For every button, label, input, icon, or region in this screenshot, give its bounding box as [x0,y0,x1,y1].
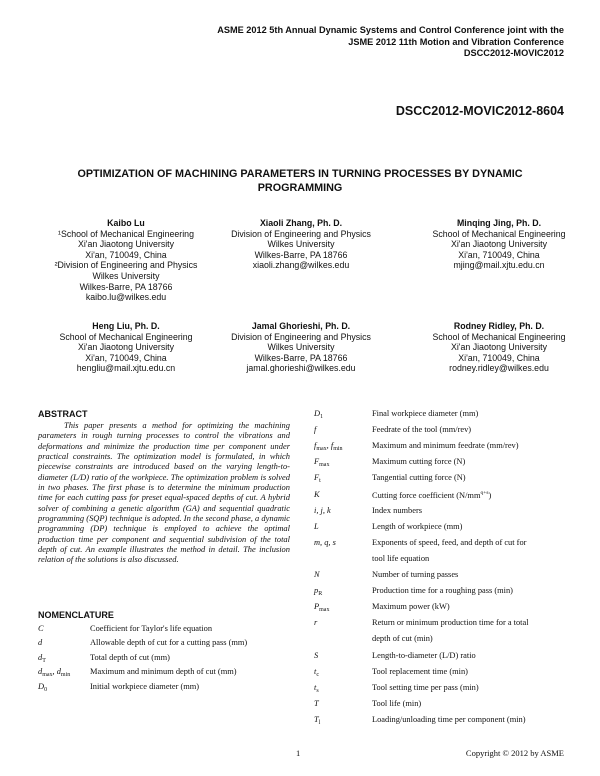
author-affiliation-line: Xi'an, 710049, China [85,249,167,260]
author-affiliation-line: Wilkes University [267,239,335,250]
nomenclature-symbol: $f_{max}$, $f_{min}$ [314,441,343,453]
author-name: Jamal Ghorieshi, Ph. D. [251,321,351,331]
nomenclature-description: Number of turning passes [372,570,459,579]
nomenclature-symbol: $D_0$ [38,681,48,693]
author-email[interactable]: rodney.ridley@wilkes.edu [449,363,549,374]
author-affiliation-line: Xi'an, 710049, China [458,352,540,363]
author-affiliation-line: Xi'an, 710049, China [458,249,540,260]
nomenclature-symbol: L [314,521,319,531]
conference-header [144,25,564,60]
abstract-text: This paper presents a method for optimizing the machining parameters in rough turning processes to control the vibrations and deformations and minimize the production time per component under practical constraints. The optimization model is formulated, in which piecewise constraints are introduced based on the varying length-to-diameter (L/D) ratio of the workpiece. The optimization problem is solved in two phases. The first phase is to determine the minimum production time for each cutting pass for preset equal-spaced depths of cut. A hybrid solver of combining a genetic algorithm (GA) and sequential quadratic programming (SQP) technique is adopted. In the second phase, a dynamic programming (DP) technique is employed to achieve the optimal production time per component and sequential subdivision of the total depth of cut. An example illustrates the method in detail. The inclusion relation of the solutions is also discussed. [38,420,290,565]
nomenclature-description: Production time for a roughing pass (min) [372,586,513,596]
author-affiliation-line: Division of Engineering and Physics [231,331,371,342]
nomenclature-description: Maximum and minimum depth of cut (mm) [90,667,237,677]
nomenclature-description: Initial workpiece diameter (mm) [90,681,200,691]
author-2 [216,218,386,271]
nomenclature-symbol: $p_R$ [314,586,323,598]
author-6 [414,321,584,374]
author-affiliation-line: Xi'an Jiaotong University [450,239,548,250]
author-affiliation-line: Wilkes University [267,342,335,353]
nomenclature-description: Length of workpiece (mm) [372,521,463,531]
author-name: Minqing Jing, Ph. D. [456,218,542,228]
paper-id: DSCC2012-MOVIC2012-8604 [395,104,564,118]
nomenclature-description: Total depth of cut (mm) [90,652,170,662]
nomenclature-symbol: $P_{max}$ [314,602,330,614]
title-line-2: PROGRAMMING [257,181,343,194]
title-line-1: OPTIMIZATION OF MACHINING PARAMETERS IN TURNING PROCESSES BY DYNAMIC [77,168,523,180]
author-1 [41,218,211,303]
nomenclature-description: Tangential cutting force (N) [372,473,466,483]
nomenclature-description: Index numbers [372,505,423,515]
nomenclature-symbol: $d_T$ [38,652,46,664]
author-affiliation-line: Xi'an, 710049, China [85,352,167,363]
nomenclature-description: Length-to-diameter (L/D) ratio [372,650,476,660]
author-affiliation-line: ¹School of Mechanical Engineering [58,228,194,239]
nomenclature-symbol: $T_l$ [314,714,321,726]
nomenclature-symbol: $t_s$ [314,682,319,694]
nomenclature-symbol: K [314,489,320,499]
copyright-notice: Copyright © 2012 by ASME [465,748,564,758]
conference-line-2: JSME 2012 11th Motion and Vibration Conference [348,36,564,47]
nomenclature-symbol: m, q, s [314,537,336,547]
author-email[interactable]: xiaoli.zhang@wilkes.edu [252,260,350,271]
nomenclature-symbol: r [314,618,318,628]
author-name: Heng Liu, Ph. D. [92,321,160,331]
author-5 [216,321,386,374]
author-email[interactable]: kaibo.lu@wilkes.edu [85,292,167,303]
nomenclature-symbol: $t_c$ [314,666,319,678]
author-affiliation-line: School of Mechanical Engineering [432,228,566,239]
author-affiliation-line: School of Mechanical Engineering [59,331,193,342]
author-affiliation-line: Xi'an Jiaotong University [77,239,175,250]
nomenclature-description: depth of cut (min) [372,634,433,644]
nomenclature-symbol: f [314,425,317,435]
author-email[interactable]: jamal.ghorieshi@wilkes.edu [246,363,356,374]
nomenclature-description: Cutting force coefficient $(N/mm^{q+s})$ [372,489,492,500]
author-name: Kaibo Lu [107,218,145,228]
author-email[interactable]: hengliu@mail.xjtu.edu.cn [76,363,176,374]
nomenclature-symbol: $F_t$ [314,473,321,485]
nomenclature-symbol: N [314,570,320,579]
author-affiliation-line: Wilkes-Barre, PA 18766 [254,352,348,363]
nomenclature-description: Tool setting time per pass (min) [372,682,479,692]
nomenclature-symbol: d [38,638,43,648]
nomenclature-description: Maximum cutting force (N) [372,457,466,467]
nomenclature-description: Allowable depth of cut for a cutting pass (mm) [90,638,248,648]
author-affiliation-line: Xi'an Jiaotong University [77,342,175,353]
author-affiliation-line: School of Mechanical Engineering [432,331,566,342]
nomenclature-description: Maximum and minimum feedrate (mm/rev) [372,441,519,451]
nomenclature-description: Tool replacement time (min) [372,666,468,676]
conference-line-3: DSCC2012-MOVIC2012 [463,48,564,58]
nomenclature-symbol: C [38,624,44,633]
paper-title [60,168,540,195]
nomenclature-description: Tool life (min) [372,698,422,708]
nomenclature-symbol: $d_{max}$, $d_{min}$ [38,667,71,679]
page-number: 1 [296,748,301,758]
nomenclature-description: Loading/unloading time per component (min) [372,714,526,724]
nomenclature-description: Coefficient for Taylor's life equation [90,624,213,633]
nomenclature-description: Return or minimum production time for a total [372,618,529,628]
nomenclature-heading: NOMENCLATURE [38,610,114,620]
nomenclature-description: Final workpiece diameter (mm) [372,409,479,418]
author-affiliation-line: Wilkes University [92,270,160,281]
author-affiliation-line: Wilkes-Barre, PA 18766 [79,281,173,292]
author-affiliation-line: Wilkes-Barre, PA 18766 [254,249,348,260]
conference-line-1: ASME 2012 5th Annual Dynamic Systems and Control Conference joint with the [217,25,564,35]
nomenclature-symbol: T [314,698,319,708]
author-affiliation-line: Xi'an Jiaotong University [450,342,548,353]
nomenclature-description: Feedrate of the tool (mm/rev) [372,425,472,435]
abstract-heading: ABSTRACT [38,409,88,419]
nomenclature-symbol: i, j, k [314,505,331,515]
nomenclature-description: tool life equation [372,553,430,563]
nomenclature-description: Exponents of speed, feed, and depth of cut for [372,537,527,547]
author-name: Rodney Ridley, Ph. D. [453,321,545,331]
author-3 [414,218,584,271]
author-affiliation-line: ²Division of Engineering and Physics [54,260,198,271]
author-name: Xiaoli Zhang, Ph. D. [259,218,343,228]
nomenclature-symbol: $F_{max}$ [314,457,330,469]
author-email[interactable]: mjing@mail.xjtu.edu.cn [453,260,545,271]
nomenclature-symbol: $D_1$ [314,409,324,420]
nomenclature-symbol: S [314,650,319,660]
author-4 [41,321,211,374]
author-affiliation-line: Division of Engineering and Physics [231,228,371,239]
nomenclature-description: Maximum power (kW) [372,602,450,612]
